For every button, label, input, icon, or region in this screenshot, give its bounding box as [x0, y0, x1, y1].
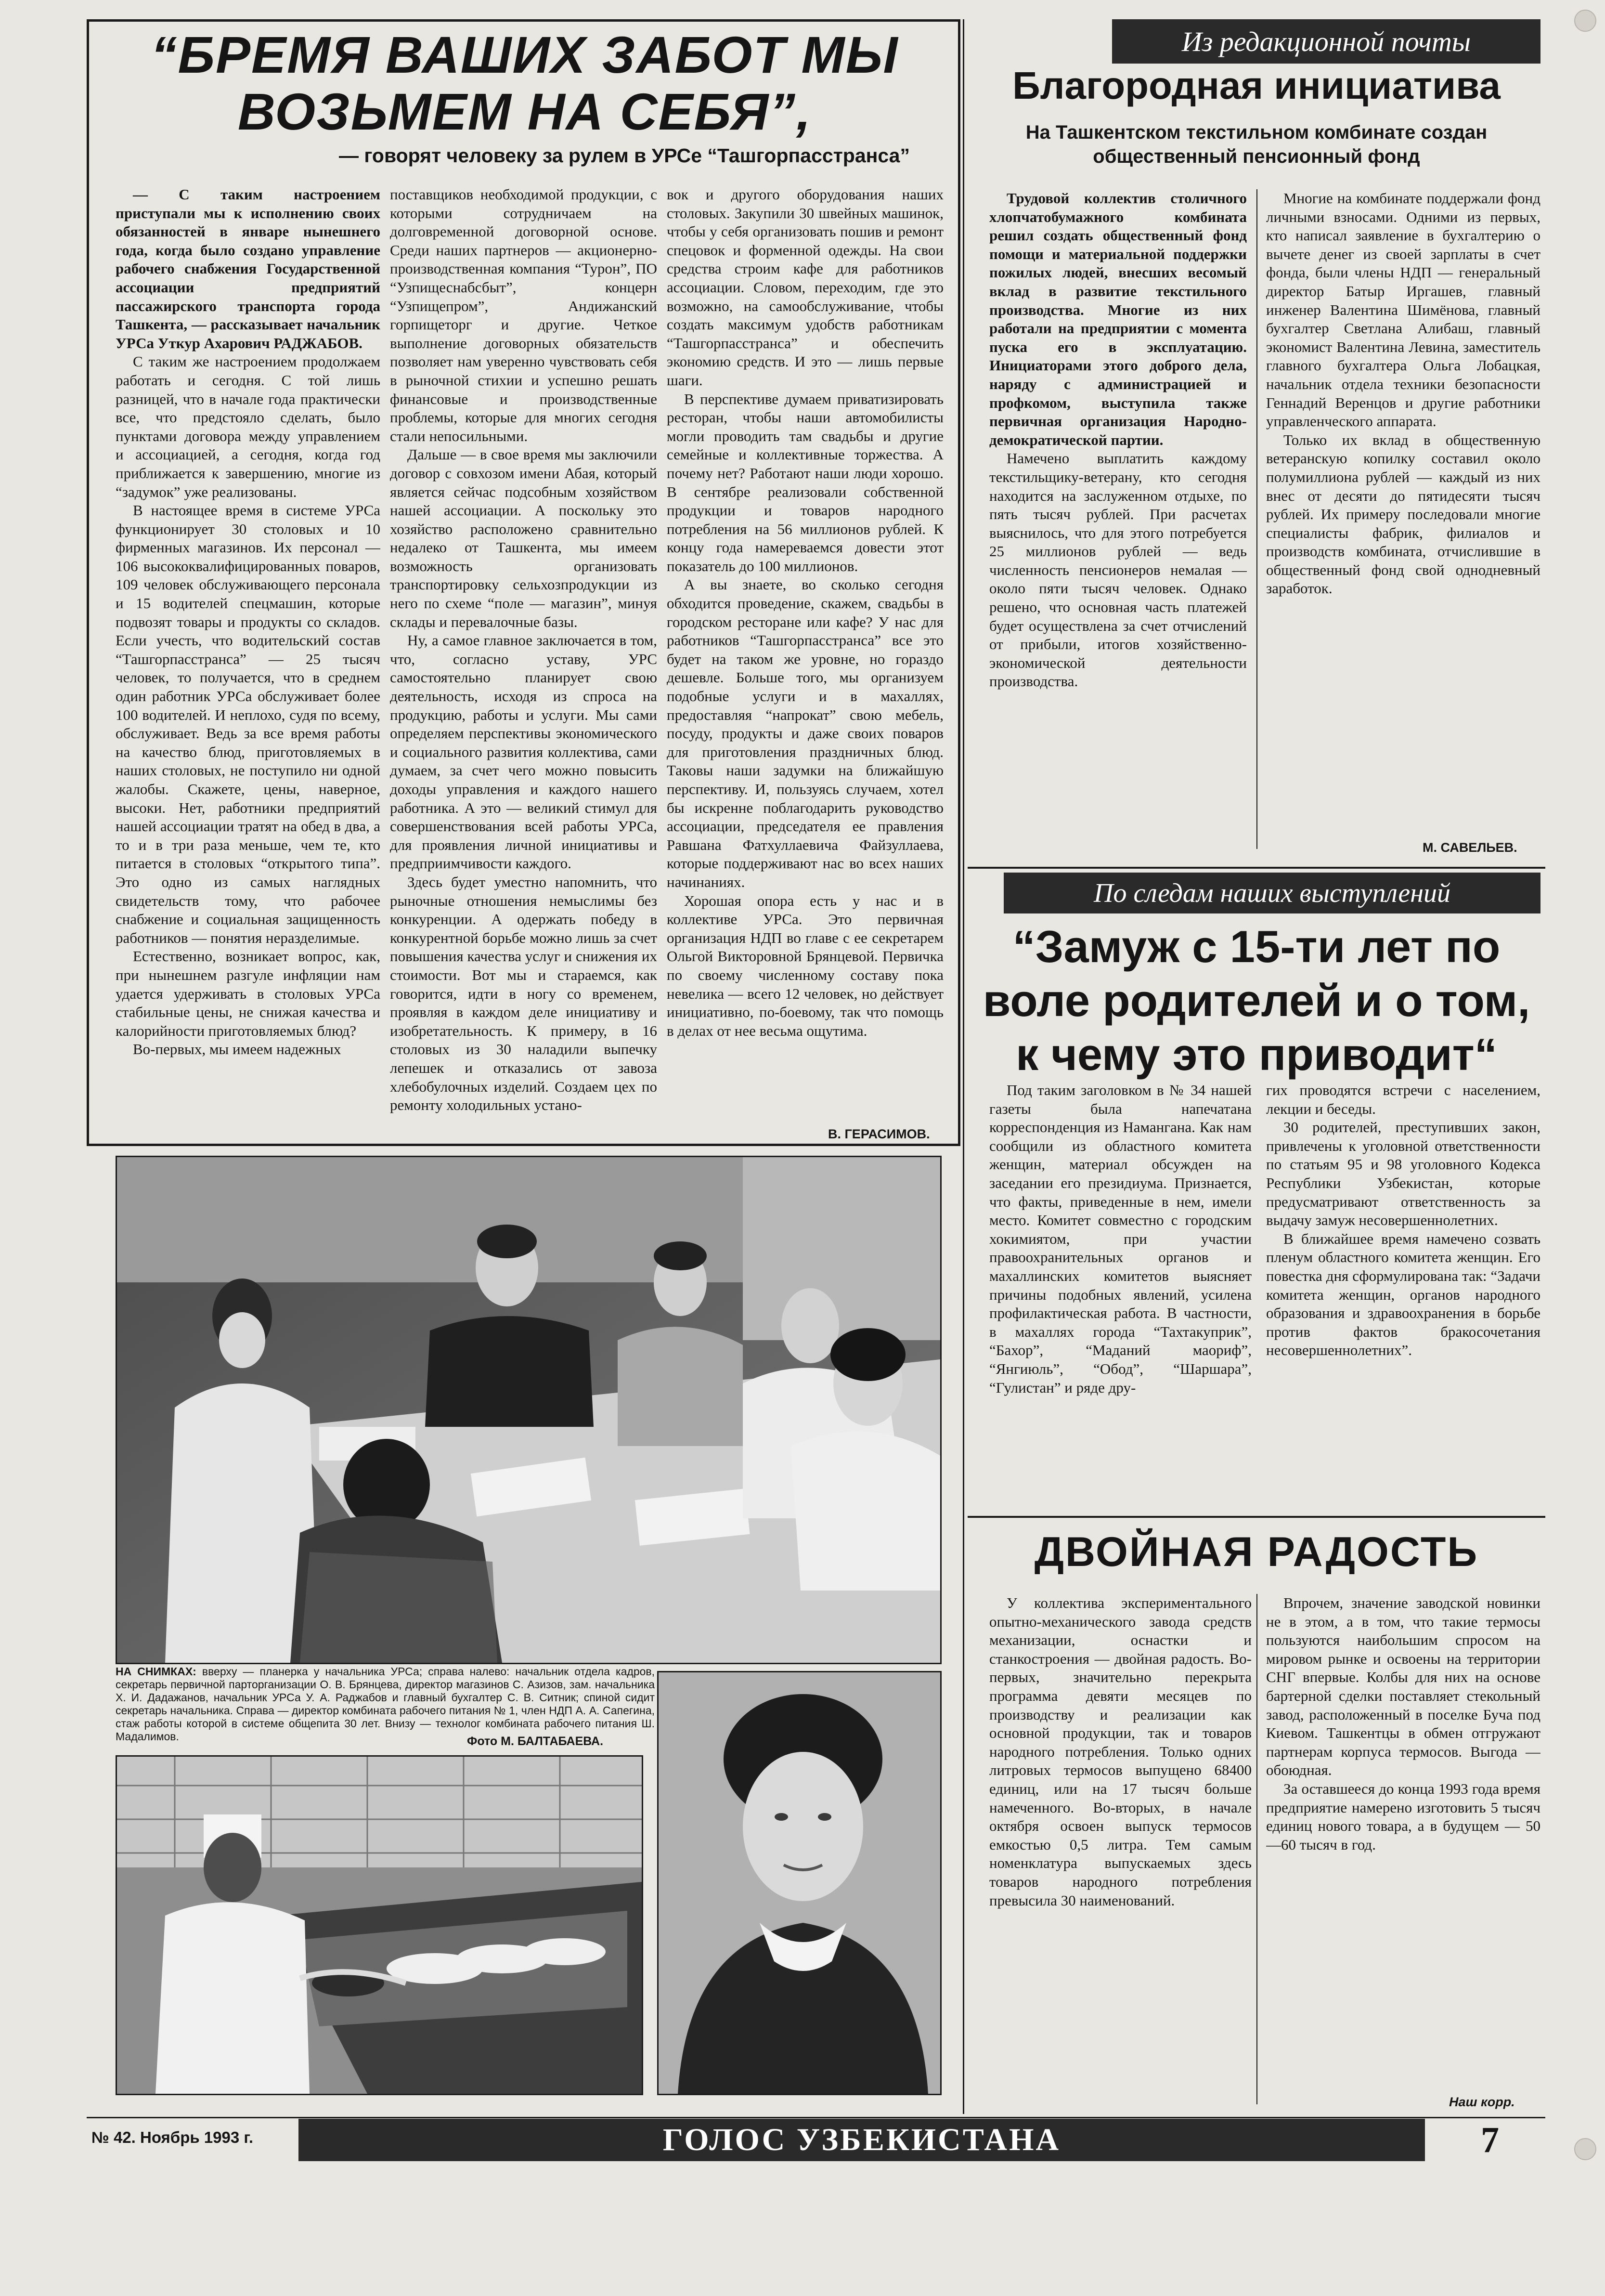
article2-column-divider — [1256, 189, 1257, 849]
footer-page-number: 7 — [1481, 2120, 1499, 2160]
article2-column-1 — [989, 189, 1247, 859]
article1-signature: В. ГЕРАСИМОВ. — [828, 1127, 930, 1141]
article2-paragraph: Намечено выплатить каждому текстильщику-ветерану, кто сегодня находится на заслуженном отдыхе, по пять тысяч рублей. При расчетах выяснилось, что для этого потребуется 25 миллионов рублей — ведь численность пенсионеров немалая — около пяти тысяч человек. Однако решено, что основная часть платежей будет осуществлена за счет отчислений от прибыли, итогов хозяйственно-экономической деятельности производства. — [989, 450, 1247, 690]
article1-paragraph: Во-первых, мы имеем надежных — [133, 1041, 341, 1058]
footer-issue: № 42. Ноябрь 1993 г. — [91, 2128, 253, 2146]
article2-lead-paragraph: Трудовой коллектив столичного хлопчатобумажного комбината решил создать общественный фонд помощи и материальной поддержки пожилых людей, внесших весомый вклад в развитие текстильного производства. Многие из них работали на предприятии с момента пуска его в эксплуатацию. Инициаторами этого доброго дела, наряду с администрацией и профкомом, выступила также первичная организация Народно-демократической партии. — [989, 190, 1247, 448]
article3-paragraph: Под таким заголовком в № 34 нашей газеты была напечатана корреспонденция из Намангана. Как нам сообщили из областного комитета женщин, материал обсужден на заседании его президиума. Признается, что факты, приведенные в нем, имели место. Комитет совместно с городским хокимиятом, при участии правоохранительных органов и махаллинских комитетов выясняет причины подобных явлений, усилена профилактическая работа. В частности, в махаллях города “Тахтакуприк”, “Бахор”, “Маданий маориф”, “Янгиюль”, “Обод”, “Шаршара”, “Гулистан” и ряде дру- — [989, 1082, 1252, 1396]
article4-signature: Наш корр. — [1449, 2095, 1515, 2109]
article1-paragraph: А вы знаете, во сколько сегодня обходится проведение, скажем, свадьбы в городском ресторане или кафе? У нас для работников “Ташгорпасстранса” все это будет на таком же уровне, но гораздо дешевле. Больше того, мы организуем подобные услуги и в махаллях, предоставляя “напрокат” свою мебель, посуду, продукты и даже своих поваров для приготовления праздничных блюд. Таковы наши задумки на ближайшую перспективу. И, пользуясь случаем, хотел бы искренне поблагодарить руководство ассоциации, председателя ее правления Равшана Фатхуллаевича Файзуллаева, которые поддерживают нас во всех наших начинаниях. — [667, 576, 944, 890]
photo-credit: Фото М. БАЛТАБАЕВА. — [467, 1735, 604, 1748]
article1-frame-top — [87, 19, 960, 22]
article4-paragraph: За оставшееся до конца 1993 года время предприятие намерено изготовить 5 тысяч единиц нового товара, а в будущем — 50—60 тысяч в год. — [1266, 1780, 1540, 1853]
article1-column-2 — [390, 185, 657, 1144]
photo-caption-lead: НА СНИМКАХ: — [116, 1665, 196, 1678]
footer-masthead: ГОЛОС УЗБЕКИСТАНА — [662, 2122, 1061, 2157]
article1-headline-line2: ВОЗЬМЕМ НА СЕБЯ”, — [237, 82, 812, 141]
article4-column-1 — [989, 1594, 1252, 2112]
article3-headline — [968, 920, 1545, 1082]
article4-column-2 — [1266, 1594, 1540, 2095]
article4-paragraph: Впрочем, значение заводской новинки не в этом, а в том, что такие термосы пользуются наибольшим спросом на мировом рынке и освоены на территории СНГ впервые. Колбы для них на основе бартерной сделки поставляет стекольный завод, расположенный в поселке Буча под Киевом. Ташкентцы в обмен отгружают партнерам корпуса термосов. Выгода — обоюдная. — [1266, 1594, 1540, 1779]
page-column-divider — [963, 19, 964, 2114]
article1-paragraph: поставщиков необходимой продукции, с которыми сотрудничаем на долговременной договорной основе. Среди наших партнеров — акционерно-производственная компания “Турон”, ПО “Узпищеснабсбыт”, концерн “Узпищепром”, Андижанский горпищеторг и другие. Четкое выполнение договорных обязательств позволяет нам уверенно чувствовать себя в рыночной стихии и успешно решать финансовые и производственные проблемы, которые для многих сегодня стали непосильными. — [390, 186, 657, 444]
article3-column-1 — [989, 1081, 1252, 1505]
article3-paragraph: 30 родителей, преступивших закон, привлечены к уголовной ответственности по статьям 95 и 98 уголовного Кодекса Республики Узбекистан, которые предусматривают ответственность за выдачу замуж несовершеннолетних. — [1266, 1119, 1540, 1229]
article1-paragraph: Здесь будет уместно напомнить, что рыночные отношения немыслимы без конкуренции. А одержать победу в конкурентной борьбе можно лишь за счет повышения качества услуг и снижения их стоимости. Вот мы и стараемся, как говорится, идти в ногу со временем, проявляя в каждом деле инициативу и изобретательность. К примеру, в 16 столовых из 30 наладили выпечку лепешек и отказались от завоза хлебобулочных изделий. Создаем цех по ремонту холодильных устано- — [390, 873, 657, 1114]
article2-subhead — [968, 120, 1545, 169]
article2-kicker: Из редакционной почты — [1112, 19, 1540, 64]
article1-paragraph: Ну, а самое главное заключается в том, что, согласно уставу, УРС самостоятельно планирует свою деятельность, исходя из спроса на продукцию, работы и услуги. Мы сами определяем перспективы экономического и социального развития коллектива, сами думаем, за счет чего можно повысить доходы управления и каждого нашего работника. А это — великий стимул для совершенствования всей работы УРСа, для проявления личной инициативы и предприимчивости каждого. — [390, 632, 657, 872]
article3-bottom-rule — [968, 1516, 1545, 1518]
article3-paragraph: гих проводятся встречи с населением, лекции и беседы. — [1266, 1082, 1540, 1117]
article3-headline-line2: воле родителей и о том, — [983, 975, 1530, 1026]
article4-column-divider — [1256, 1594, 1257, 2104]
photo-technologist — [116, 1755, 643, 2095]
article1-column-3 — [667, 185, 944, 1129]
article1-paragraph: С таким же настроением продолжаем работать и сегодня. С той лишь разницей, что в начале года практически все, что предстояло сделать, было пунктами договора между управлением и ассоциацией, а сегодня, когда год приближается к завершению, многие из “задумок” уже реализованы. — [116, 353, 380, 500]
article3-paragraph: В ближайшее время намечено созвать пленум областного комитета женщин. Его повестка дня сформулирована так: “Задачи комитета женщин, органов народного образования и здравоохранения в борьбе против фактов бракосочетания несовершеннолетних”. — [1266, 1230, 1540, 1359]
article2-bottom-rule — [968, 867, 1545, 869]
article1-frame-right — [958, 19, 960, 1146]
photo-caption — [116, 1665, 655, 1743]
article3-headline-line1: “Замуж с 15-ти лет по — [1012, 921, 1501, 972]
photo-meeting — [116, 1156, 942, 1664]
article1-subhead: — говорят человеку за рулем в УРСе “Ташгорпасстранса” — [338, 144, 910, 167]
article1-headline-line1: “БРЕМЯ ВАШИХ ЗАБОТ МЫ — [151, 26, 899, 84]
punch-hole-bottom — [1574, 2138, 1596, 2160]
photo-director — [657, 1671, 942, 2095]
article2-paragraph: Только их вклад в общественную ветеранскую копилку составил около полумиллиона рублей — каждый из них внес от десяти до пятидесяти тысяч рублей. Их примеру последовали многие специалисты фабрик, филиалов и производств комбината, отчислившие в общественный фонд свой однодневный заработок. — [1266, 431, 1540, 597]
article1-column-1 — [116, 185, 380, 1144]
article4-paragraph: У коллектива экспериментального опытно-механического завода средств механизации, оснастки и станкостроения — двойная радость. Во-первых, значительно перекрыта программа девяти месяцев по производству и реализации как основной продукции, так и товаров народного потребления. Только одних литровых термосов выпущено 68400 единиц, или на 17 тысяч больше намеченного. Во-вторых, в начале октября освоен выпуск термосов емкостью 0,5 литра. Тем самым номенклатура выпускаемых здесь товаров народного потребления превысила 30 наименований. — [989, 1594, 1252, 1909]
article2-headline: Благородная инициатива — [1012, 64, 1501, 107]
article1-headline — [91, 26, 958, 140]
article3-column-2 — [1266, 1081, 1540, 1505]
article1-paragraph: Дальше — в свое время мы заключили договор с совхозом имени Абая, который является сейчас подсобным хозяйством нашей ассоциации. А поскольку это хозяйство расположено сравнительно недалеко от Ташкента, мы имеем возможность организовать транспортировку сельхозпродукции из него по схеме “поле — магазин”, минуя склады и перевалочные базы. — [390, 446, 657, 630]
footer-rule — [87, 2117, 1545, 2118]
article4-headline: ДВОЙНАЯ РАДОСТЬ — [1034, 1529, 1479, 1575]
article1-paragraph: В настоящее время в системе УРСа функционирует 30 столовых и 10 фирменных магазинов. Их персонал — 106 высококвалифицированных поваров, 109 человек обслуживающего персонала и 15 водителей спецмашин, которые подвозят товары и продукты со складов. Если учесть, что водительский состав “Ташгорпасстранса” — 25 тысяч человек, то получается, что в среднем один работник УРСа обслуживает более 100 водителей. И неплохо, судя по всему, обслуживает. Ведь за все время работы на качество блюд, приготовляемых в наших столовых, не поступило ни одной жалобы. Скажете, цены, наверное, высоки. Нет, работники предприятий нашей ассоциации тратят на обед в два, а то и в три раза меньше, чем те, кто питается в столовых “открытого типа”. Это одно из самых наглядных свидетельств тому, что рабочее снабжение и социальная защищенность работников — понятия неразделимые. — [116, 502, 380, 946]
article1-lead-paragraph: — С таким настроением приступали мы к исполнению своих обязанностей в январе нынешнего года, когда было создано управление рабочего снабжения Государственной ассоциации предприятий пассажирского транспорта города Ташкента, — рассказывает начальник УРСа Уткур Ахарович РАДЖАБОВ. — [116, 186, 380, 352]
punch-hole-top — [1574, 10, 1596, 32]
article1-paragraph: В перспективе думаем приватизировать ресторан, чтобы наши автомобилисты могли проводить там свадьбы и другие семейные и коллективные торжества. А почему нет? Работают наши люди хорошо. В сентябре реализовали собственной продукции и товаров народного потребления на 56 миллионов рублей. К концу года намереваемся довести этот показатель до 100 миллионов. — [667, 390, 944, 574]
article2-signature: М. САВЕЛЬЕВ. — [1423, 840, 1517, 855]
article1-paragraph: Естественно, возникает вопрос, как, при нынешнем разгуле инфляции нам удается удерживать в столовых УРСа стабильные цены, не снижая качества и калорийности приготовляемых блюд? — [116, 948, 380, 1039]
article1-paragraph: вок и другого оборудования наших столовых. Закупили 30 швейных машинок, чтобы у себя организовать пошив и ремонт спецовок и форменной одежды. На свои средства строим кафе для работников ассоциации. Словом, переходим, где это возможно, на самообслуживание, чтобы создать максимум удобств работникам “Ташгорпасстранса” и обеспечить экономию средств. И это — лишь первые шаги. — [667, 186, 944, 389]
article3-headline-line3: к чему это приводит“ — [1016, 1029, 1497, 1080]
article2-paragraph: Многие на комбинате поддержали фонд личными взносами. Одними из первых, кто написал заявление в бухгалтерию о вычете денег из своей зарплаты в счет фонда, были члены НДП — генеральный директор Батыр Иргашев, главный инженер Валентина Шимёнова, главный бухгалтер Светлана Алибаш, главный экономист Валентина Левина, заместитель главного бухгалтера Ольга Лобацкая, начальник отдела техники безопасности Геннадий Веренцов и другие работники управленческого аппарата. — [1266, 190, 1540, 430]
article2-column-2 — [1266, 189, 1540, 839]
article1-paragraph: Хорошая опора есть у нас и в коллективе УРСа. Это первичная организация НДП во главе с ее секретарем Ольгой Викторовной Брянцевой. Первичка по своему численному составу пока невелика — всего 12 человек, но действует инициативно, по-боевому, так что помощь в делах от нее весьма ощутима. — [667, 892, 944, 1039]
article3-kicker: По следам наших выступлений — [1004, 873, 1540, 913]
article2-subhead-line1: На Ташкентском текстильном комбинате создан — [1025, 122, 1488, 143]
article2-subhead-line2: общественный пенсионный фонд — [1093, 146, 1420, 167]
article1-frame-left — [87, 19, 89, 1146]
photo-caption-text: вверху — планерка у начальника УРСа; справа налево: начальник отдела кадров, секретарь первичной парторганизации О. В. Брянцева, директор магазинов С. Азизов, зам. начальника Х. И. Дадажанов, начальник УРСа У. А. Раджабов и главный бухгалтер С. В. Ситник; спиной сидит секретарь начальника. Справа — директор комбината рабочего питания № 1, член НДП А. А. Сапегина, стаж работы которой в системе общепита 30 лет. Внизу — технолог комбината рабочего питания Ш. Мадалимов. — [116, 1665, 655, 1743]
article1-frame-bottom — [87, 1144, 960, 1146]
footer-masthead-bar — [298, 2119, 1425, 2161]
